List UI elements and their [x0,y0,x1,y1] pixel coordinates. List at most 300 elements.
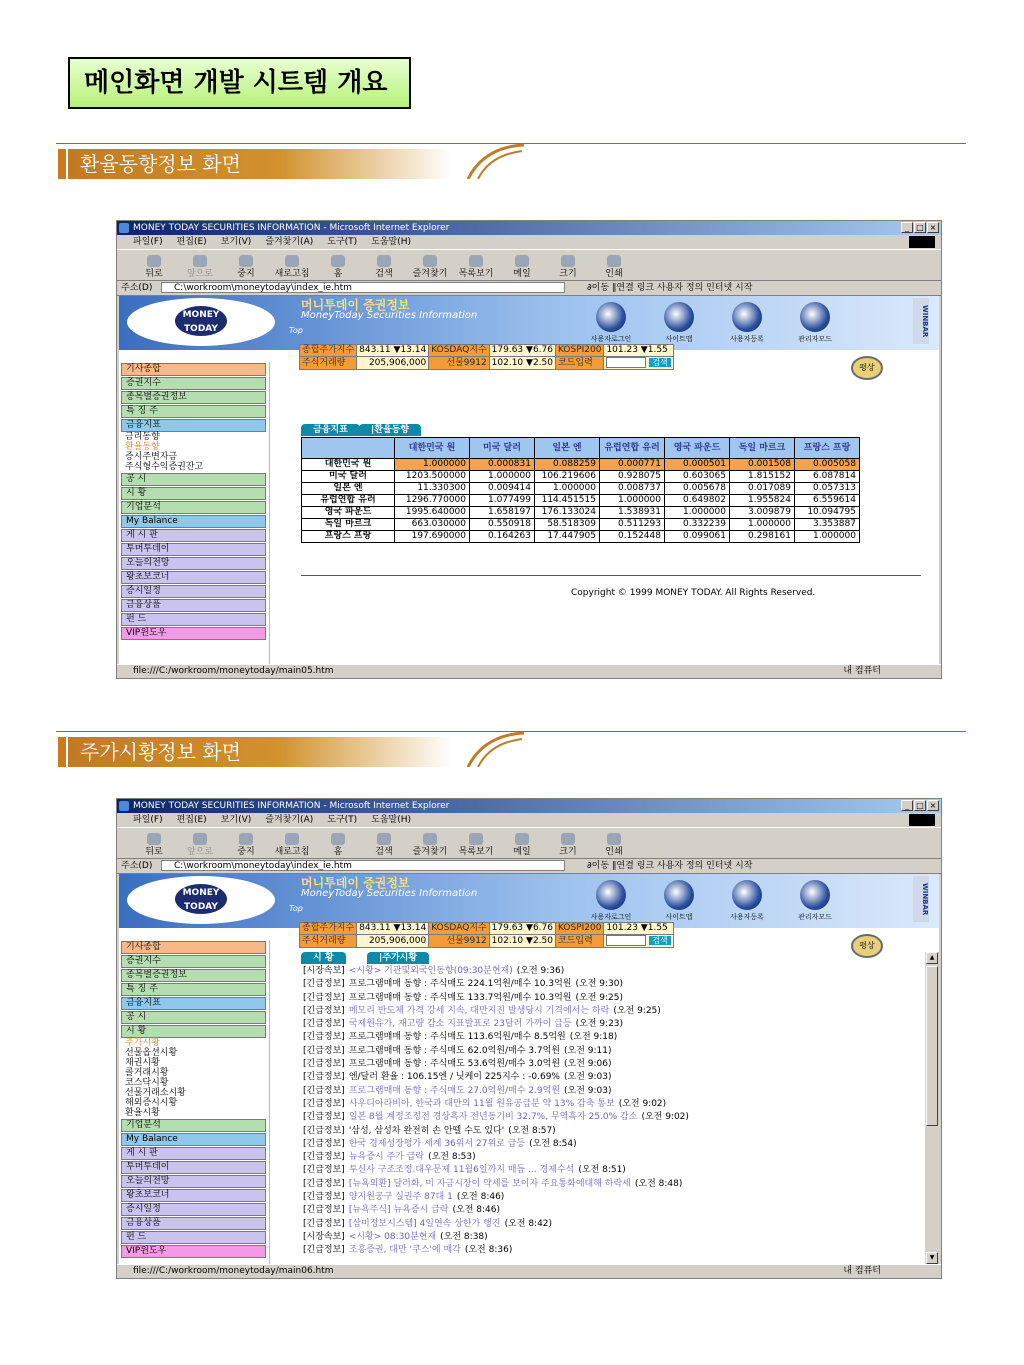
sidebar-item[interactable]: 시 황 [121,1025,266,1038]
market-ticker: 종합주가지수 843.11 ▼13.14 KOSDAQ지수 179.63 ▼6.76 KOSPI200 101.23 ▼1.55 주식거래량 205,906,000 선물9912 102.10 ▼2.50 코드입력 검색 [299,922,674,948]
mail-button[interactable]: 메일 [499,255,545,280]
news-tag: [긴급정보] [303,1245,345,1256]
sidebar-item[interactable]: 금융지표 [121,997,266,1010]
news-headline[interactable]: 프로그램매매 동향 : 주식매도 224.1억원/매수 10.3억원 [348,979,572,990]
sidebar-item[interactable]: My Balance [121,1133,266,1146]
zone-label: 내 컴퓨터 [843,666,881,676]
table-row [302,519,860,531]
news-item[interactable] [303,1204,689,1217]
news-time: (오전 9:25) [613,1005,661,1016]
scrollbar[interactable] [925,952,939,1264]
news-item[interactable] [303,1164,689,1177]
news-headline[interactable]: [뉴욕외환] 달러화, 미 자금시장이 약세를 보이자 주요통화에대해 하락세 [348,1178,631,1189]
search-code-button[interactable]: 검색 [649,936,670,945]
news-item[interactable] [303,1071,689,1084]
site-logo[interactable]: MONEY TODAY [127,298,275,346]
nav-sitemap[interactable]: 사이트맵 [652,880,706,922]
sidebar-item[interactable]: 선물거래소시황 [125,1088,186,1098]
news-tag: [긴급정보] [303,992,345,1003]
scroll-down-icon[interactable]: ▼ [926,1252,938,1264]
sidebar-item[interactable]: 금융지표 [121,419,266,432]
table-cell: 0.017089 [730,483,795,495]
menu-help[interactable]: 도움말(H) [371,815,412,825]
news-item[interactable] [303,1178,689,1191]
home-button[interactable]: 홈 [315,255,361,280]
column-header: 일본 엔 [535,438,600,459]
table-cell: 1.955824 [730,495,795,507]
table-cell: 0.928075 [600,471,665,483]
forward-button[interactable]: 앞으로 [177,255,223,280]
table-cell: 1.000000 [730,519,795,531]
news-tag: [긴급정보] [303,1032,345,1043]
sidebar-item[interactable]: 기업분석 [121,1119,266,1132]
table-cell: 1.815152 [730,471,795,483]
news-item[interactable] [303,1085,689,1098]
news-time: (오전 9:25) [575,992,623,1003]
table-cell: 0.088259 [535,459,600,471]
news-tag: [긴급정보] [303,1019,345,1030]
print-button[interactable]: 인쇄 [591,255,637,280]
news-headline[interactable]: 뉴욕증시 주가 급락 [348,1152,425,1163]
home-icon [331,255,345,267]
history-button[interactable]: 목록보기 [453,833,499,858]
menu-view[interactable]: 보기(V) [220,237,252,247]
sidebar-item[interactable]: 금리동향 [125,432,160,442]
market-ticker: 종합주가지수 843.11 ▼13.14 KOSDAQ지수 179.63 ▼6.76 KOSPI200 101.23 ▼1.55 주식거래량 205,906,000 선물9912 102.10 ▼2.50 코드입력 검색 [299,344,674,370]
sitemap-icon [664,880,694,910]
nav-register[interactable]: 사용자등록 [720,302,774,344]
window-titlebar [117,799,941,813]
top-link[interactable]: Top [289,326,303,335]
menu-edit[interactable]: 편집(E) [176,237,207,247]
news-item[interactable] [303,1191,689,1204]
news-headline[interactable]: 국제원유가, 재고량 감소 지표발표로 23달러 가까이 급등 [348,1019,572,1030]
table-cell: 3.353887 [795,519,860,531]
nav-login[interactable]: 사용자로그인 [584,880,638,922]
news-time: (오전 9:23) [575,1019,624,1030]
menu-file[interactable]: 파일(F) [133,237,163,247]
table-cell: 0.001508 [730,459,795,471]
swoosh-icon [466,731,526,767]
window-titlebar [117,221,941,235]
news-headline[interactable]: 사우디아라비아, 한국과 대만의 11월 원유공급분 약 13% 감축 통보 [348,1098,615,1109]
browser-window-fx [116,220,942,679]
tab-exchange[interactable]: |환율동향 [359,424,421,436]
favorites-button[interactable]: 즐겨찾기 [407,833,453,858]
sidebar-item[interactable]: 선물옵션시황 [125,1048,178,1058]
news-item[interactable] [303,1058,689,1071]
table-cell: 6.559614 [795,495,860,507]
news-time: (오전 9:36) [516,966,565,976]
forward-icon [193,255,207,267]
table-cell: 0.332239 [665,519,730,531]
table-cell: 11.330300 [395,483,470,495]
history-icon [469,255,483,267]
news-headline[interactable]: '삼성, 삼성차 완전히 손 안뗄 수도 있다' [348,1125,505,1136]
table-cell: 0.649802 [665,495,730,507]
news-tag: [긴급정보] [303,1178,345,1189]
sidebar-item[interactable]: 게 시 판 [121,1147,266,1160]
toolbar [117,249,941,281]
address-bar [117,281,941,296]
table-cell: 0.000501 [665,459,730,471]
sidebar-item[interactable]: 공 시 [121,1011,266,1024]
sidebar-item[interactable]: 투머투데이 [121,543,266,556]
address-bar [117,859,941,874]
scroll-up-icon[interactable]: ▲ [926,952,938,964]
nav-sitemap[interactable]: 사이트맵 [652,302,706,344]
sidebar-item[interactable]: 오늘의전망 [121,1175,266,1188]
table-cell: 0.000831 [470,459,535,471]
exchange-rate-table [301,437,860,543]
close-button[interactable]: × [927,800,939,811]
nav-register[interactable]: 사용자등록 [720,880,774,922]
news-time: (오전 9:11) [564,1045,612,1056]
page-content [119,874,939,1264]
print-button[interactable]: 인쇄 [591,833,637,858]
table-row [302,483,860,495]
news-headline[interactable]: <시황> 기관및외국인동향(09:30분현재) [348,966,513,976]
sidebar-item[interactable]: 주가시황 [125,1038,160,1048]
print-icon [607,833,621,845]
sidebar-item[interactable]: 오늘의전망 [121,557,266,570]
minimize-button[interactable]: _ [901,222,913,233]
refresh-button[interactable]: 새로고침 [269,833,315,858]
sidebar-item[interactable]: 콜거래시황 [125,1068,169,1078]
news-headline[interactable]: 프로그램매매 동향 : 주식매도 113.6억원/매수 8.5억원 [348,1032,566,1043]
code-input[interactable] [604,357,673,370]
table-cell: 114.451515 [535,495,600,507]
news-tag: [긴급정보] [303,1005,345,1016]
ie-icon [119,801,129,811]
sidebar-item[interactable]: My Balance [121,515,266,528]
tab-finance[interactable]: 금융지표 [301,424,360,436]
window-title: MONEY TODAY SECURITIES INFORMATION - Microsoft Internet Explorer [133,223,450,233]
table-cell: 1.000000 [535,483,600,495]
table-cell: 0.009414 [470,483,535,495]
news-tag: [긴급정보] [303,1059,345,1070]
table-cell: 0.603065 [665,471,730,483]
back-icon [147,833,161,845]
table-cell: 1.538931 [600,507,665,519]
news-tag: [긴급정보] [303,1085,345,1096]
close-button[interactable]: × [927,222,939,233]
news-headline[interactable]: [삼미정보시스템] 4일연속 상한가 행진 [348,1218,501,1229]
browser-window-stock [116,798,942,1279]
menu-tools[interactable]: 도구(T) [327,237,358,247]
mail-button[interactable]: 메일 [499,833,545,858]
news-headline[interactable]: 조흥증권, 대만 '쿠스'에 매각 [348,1245,461,1256]
maximize-button[interactable]: □ [914,222,926,233]
search-icon [377,833,391,845]
minimize-button[interactable]: _ [901,800,913,811]
menu-favorites[interactable]: 즐겨찾기(A) [265,815,314,825]
favorites-button[interactable]: 즐겨찾기 [407,255,453,280]
links-bar[interactable]: ∂이동 ∥연결 링크 사용자 정의 인터넷 시작 [587,283,753,293]
news-headline[interactable]: <시황> 08:30분현재 [348,1231,437,1242]
sidebar-item[interactable]: VIP윈도우 [121,1245,266,1258]
table-cell: 1203.500000 [395,471,470,483]
back-button[interactable]: 뒤로 [131,255,177,280]
tab-market[interactable]: 시 황 [301,952,346,964]
winbar-badge: WINBAR [913,876,929,922]
news-item[interactable] [303,1045,689,1058]
ie-icon [119,223,129,233]
news-list [303,965,689,1258]
news-time: (오전 8:57) [508,1125,556,1136]
news-headline[interactable]: 프로그램매매 동향 : 주식매도 27.0억원/매수 2.9억원 [348,1085,561,1096]
forward-icon [193,833,207,845]
sidebar-item[interactable]: 종목별증권정보 [121,391,266,404]
news-time: (오전 9:03) [563,1072,612,1083]
table-row [302,495,860,507]
sidebar-item[interactable]: 채권시황 [125,1058,160,1068]
news-tag: [긴급정보] [303,1192,345,1203]
news-tag: [긴급정보] [303,1072,345,1083]
admin-icon [800,302,830,332]
news-time: (오전 8:42) [504,1218,553,1229]
table-cell: 0.164263 [470,531,535,543]
home-button[interactable]: 홈 [315,833,361,858]
table-row [302,531,860,543]
sidebar-item[interactable]: 환율시황 [125,1108,160,1118]
refresh-icon [285,833,299,845]
news-item[interactable] [303,1005,689,1018]
news-item[interactable] [303,992,689,1005]
sidebar-item[interactable]: 금융상품 [121,599,266,612]
sidebar-item[interactable]: 투머투데이 [121,1161,266,1174]
news-headline[interactable]: 엔/달러 환율 : 106.15엔 / 닛케이 225지수 : -0.69% [348,1072,560,1083]
table-cell: 0.298161 [730,531,795,543]
table-cell: 1296.770000 [395,495,470,507]
news-tag: [긴급정보] [303,1165,345,1176]
section-heading-stock [58,731,468,767]
row-header: 대한민국 원 [302,459,395,471]
table-cell: 176.133024 [535,507,600,519]
sidebar-menu [119,940,270,1264]
sidebar-item[interactable]: 증시일정 [121,1203,266,1216]
sidebar-item[interactable]: 시 황 [121,487,266,500]
admin-icon [800,880,830,910]
site-name-kr: 머니투데이 증권정보 [301,298,410,312]
nav-admin[interactable]: 관리자모드 [788,880,842,922]
history-icon [469,833,483,845]
news-item[interactable] [303,1244,689,1257]
register-icon [732,302,762,332]
top-link[interactable]: Top [289,904,303,913]
sidebar-item[interactable]: 증권지수 [121,955,266,968]
sidebar-item[interactable]: 증권지수 [121,377,266,390]
news-headline[interactable]: 프로그램매매 동향 : 주식매도 133.7억원/매수 10.3억원 [348,992,572,1003]
sidebar-item[interactable]: VIP윈도우 [121,627,266,640]
row-header: 미국 달러 [302,471,395,483]
news-tag: [긴급정보] [303,979,345,990]
copyright: Copyright © 1999 MONEY TODAY. All Rights Reserved. [571,588,816,598]
news-item[interactable] [303,978,689,991]
font-size-icon [561,833,575,845]
sidebar-item[interactable]: 기사종합 [121,363,266,376]
news-item[interactable] [303,1111,689,1124]
news-time: (오전 8:51) [578,1165,626,1176]
address-label: 주소(D) [121,283,153,293]
table-cell: 1.000000 [470,471,535,483]
menu-file[interactable]: 파일(F) [133,815,163,825]
maximize-button[interactable]: □ [914,800,926,811]
address-input[interactable]: C:\workroom\moneytoday\index_ie.htm [161,860,565,871]
menu-tools[interactable]: 도구(T) [327,815,358,825]
site-header [119,296,939,350]
nav-login[interactable]: 사용자로그인 [584,302,638,344]
favorites-icon [423,833,437,845]
address-input[interactable]: C:\workroom\moneytoday\index_ie.htm [161,282,565,293]
news-time: (오전 8:48) [634,1178,683,1189]
row-header: 프랑스 프랑 [302,531,395,543]
news-headline[interactable]: 프로그램매매 동향 : 주식매도 62.0억원/매수 3.7억원 [348,1045,561,1056]
print-icon [607,255,621,267]
news-time: (오전 8:53) [428,1152,476,1163]
stop-button[interactable]: 중지 [223,255,269,280]
menu-favorites[interactable]: 즐겨찾기(A) [265,237,314,247]
site-name-en: MoneyToday Securities Information [301,310,478,321]
table-cell: 0.099061 [665,531,730,543]
news-tag: [긴급정보] [303,1152,345,1163]
sidebar-item[interactable]: 특 징 주 [121,405,266,418]
news-item[interactable] [303,1125,689,1138]
size-button[interactable]: 크기 [545,255,591,280]
news-headline[interactable]: 메모리 반도체 가격 강세 지속, 대만지진 발생당시 기격에서는 하락 [348,1005,610,1016]
sidebar-item[interactable]: 특 징 주 [121,983,266,996]
sidebar-item[interactable]: 증시주변자금 [125,452,178,462]
back-button[interactable]: 뒤로 [131,833,177,858]
nav-admin[interactable]: 관리자모드 [788,302,842,344]
history-button[interactable]: 목록보기 [453,255,499,280]
menu-edit[interactable]: 편집(E) [176,815,207,825]
toolbar [117,827,941,859]
section-heading-fx [58,143,468,179]
table-cell: 10.094795 [795,507,860,519]
news-item[interactable] [303,1151,689,1164]
news-tag: [긴급정보] [303,1218,345,1229]
size-button[interactable]: 크기 [545,833,591,858]
news-tag: [긴급정보] [303,1112,345,1123]
status-url: file:///C:/workroom/moneytoday/main05.htm [133,666,334,676]
sidebar-item[interactable]: 금융상품 [121,1217,266,1230]
section-title: 주가시황정보 화면 [68,737,453,767]
table-row [302,507,860,519]
tab-stock[interactable]: |주가시황 [367,952,429,964]
sidebar-item[interactable]: 펀 드 [121,613,266,626]
table-cell: 0.005058 [795,459,860,471]
code-input[interactable] [604,935,673,948]
menu-bar [117,813,941,827]
sidebar-item[interactable]: 공 시 [121,473,266,486]
table-cell: 1.000000 [665,507,730,519]
sidebar-item[interactable]: 왕초보코너 [121,571,266,584]
sidebar-item[interactable]: 펀 드 [121,1231,266,1244]
news-time: (오전 9:18) [569,1032,618,1043]
news-time: (오전 8:54) [529,1138,577,1149]
sidebar-item[interactable]: 해외증시시황 [125,1098,178,1108]
news-item[interactable] [303,965,689,978]
news-tag: [긴급정보] [303,1125,345,1136]
news-item[interactable] [303,1138,689,1151]
news-time: (오전 9:06) [564,1059,612,1070]
news-headline[interactable]: [뉴욕주식] 뉴욕증시 급락 [348,1205,449,1216]
sidebar-item[interactable]: 왕초보코너 [121,1189,266,1202]
table-cell: 0.511293 [600,519,665,531]
menu-view[interactable]: 보기(V) [220,815,252,825]
table-cell: 17.447905 [535,531,600,543]
table-cell: 0.008737 [600,483,665,495]
back-icon [147,255,161,267]
search-code-button[interactable]: 검색 [649,358,670,367]
sidebar-item[interactable]: 환율동향 [125,442,160,452]
site-logo[interactable]: MONEY TODAY [127,876,275,924]
forward-button[interactable]: 앞으로 [177,833,223,858]
sidebar-item[interactable]: 기사종합 [121,941,266,954]
news-headline[interactable]: 한국 경제성장평가 세계 36위서 27위로 급등 [348,1138,526,1149]
links-bar[interactable]: ∂이동 ∥연결 링크 사용자 정의 인터넷 시작 [587,861,753,871]
news-item[interactable] [303,1031,689,1044]
sidebar-item[interactable]: 기업분석 [121,501,266,514]
news-headline[interactable]: 투신사 구조조정.대우문제 11월6일까지 매듭 ... 경제수석 [348,1165,575,1176]
news-time: (오전 8:36) [464,1245,513,1256]
refresh-button[interactable]: 새로고침 [269,255,315,280]
table-corner [302,438,395,459]
news-headline[interactable]: 양지원공구 실권주 87대 1 [348,1192,453,1203]
sidebar-item[interactable]: 종목별증권정보 [121,969,266,982]
news-time: (오전 9:30) [575,979,623,990]
column-header: 독일 마르크 [730,438,795,459]
sidebar-item[interactable]: 게 시 판 [121,529,266,542]
news-headline[interactable]: 일본 8월 계정조정전 경상흑자 전년동기비 32.7%, 무역흑자 25.0% 감소 [348,1112,638,1123]
window-title: MONEY TODAY SECURITIES INFORMATION - Microsoft Internet Explorer [133,801,450,811]
table-cell: 1.000000 [600,495,665,507]
site-name-kr: 머니투데이 증권정보 [301,876,410,890]
table-cell: 106.219606 [535,471,600,483]
sidebar-item[interactable]: 코스닥시황 [125,1078,169,1088]
news-time: (오전 8:46) [456,1192,505,1203]
page-title: 메인화면 개발 시트템 개요 [68,57,411,109]
news-tag: [긴급정보] [303,1205,345,1216]
row-header: 일본 엔 [302,483,395,495]
news-item[interactable] [303,1098,689,1111]
news-time: (오전 9:03) [564,1085,612,1096]
scroll-thumb[interactable] [926,966,938,1126]
zoom-button[interactable]: 평상 [851,934,883,958]
search-button[interactable]: 검색 [361,833,407,858]
news-item[interactable] [303,1231,689,1244]
sidebar-item[interactable]: 주식형수익증권잔고 [125,462,204,472]
table-cell: 58.518309 [535,519,600,531]
search-button[interactable]: 검색 [361,255,407,280]
zoom-button[interactable]: 평상 [851,356,883,380]
news-item[interactable] [303,1018,689,1031]
table-cell: 1.077499 [470,495,535,507]
status-url: file:///C:/workroom/moneytoday/main06.htm [133,1266,334,1276]
menu-bar [117,235,941,249]
top-nav [584,880,842,922]
sidebar-item[interactable]: 증시일정 [121,585,266,598]
news-item[interactable] [303,1218,689,1231]
column-header: 영국 파운드 [665,438,730,459]
row-header: 유럽연합 유러 [302,495,395,507]
sitemap-icon [664,302,694,332]
menu-help[interactable]: 도움말(H) [371,237,412,247]
divider [301,575,921,576]
stop-button[interactable]: 중지 [223,833,269,858]
news-headline[interactable]: 프로그램매매 동향 : 주식매도 53.6억원/매수 3.0억원 [348,1059,561,1070]
